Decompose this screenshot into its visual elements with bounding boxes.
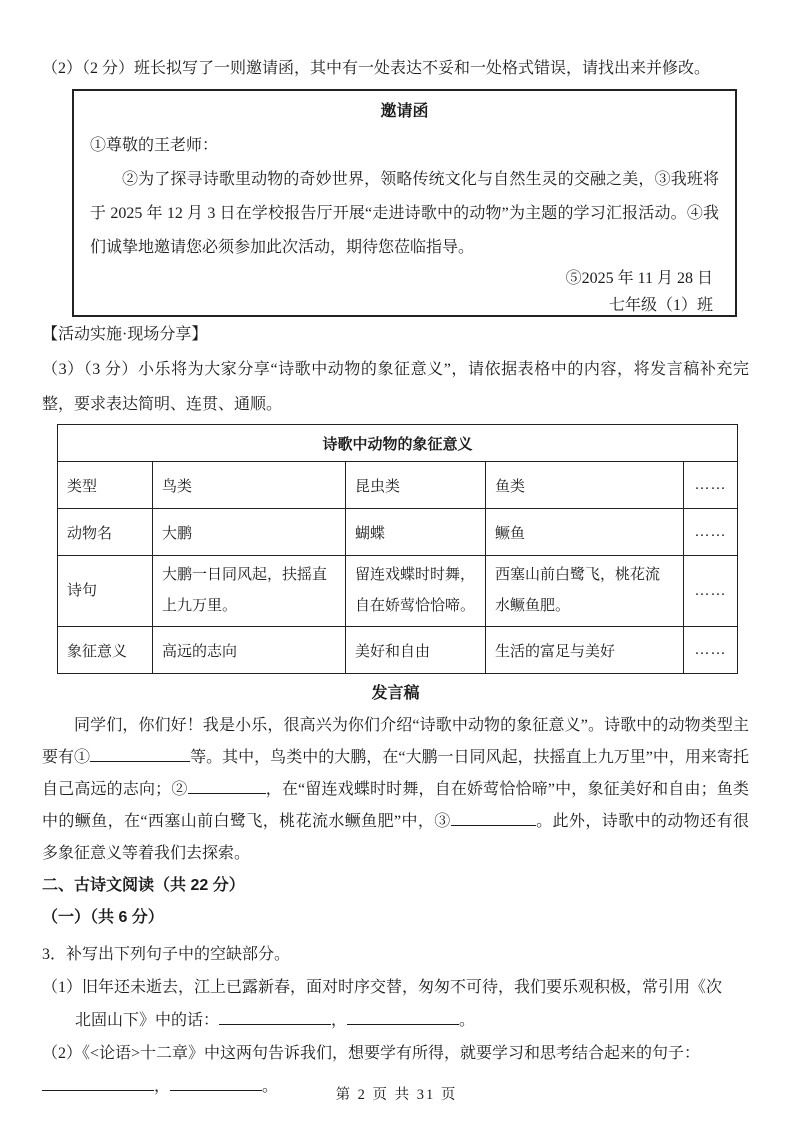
fill-q1-prefix: 北固山下》中的话： — [75, 1012, 220, 1029]
page-number-footer: 第 2 页 共 31 页 — [335, 1087, 458, 1103]
question-2-prompt: （2）（2 分）班长拟写了一则邀请函，其中有一处表达不妥和一处格式错误，请找出来并修改。 — [42, 60, 711, 77]
answer-blank-3 — [451, 811, 536, 826]
end-punctuation: 。 — [262, 1078, 279, 1095]
fill-q1-line2 — [42, 1004, 749, 1037]
table-cell-ellipsis: …… — [684, 556, 738, 627]
table-cell-ellipsis: …… — [684, 627, 738, 674]
answer-blank-1 — [90, 747, 190, 762]
section-2-subheading: （一）（共 6 分） — [42, 909, 164, 926]
invitation-letter-box — [72, 89, 737, 317]
table-cell: 西塞山前白鹭飞，桃花流水鳜鱼肥。 — [486, 556, 684, 627]
table-row — [58, 627, 738, 674]
question-3-prompt: （3）（3 分）小乐将为大家分享“诗歌中动物的象征意义”，请依据表格中的内容，将发言稿补充完整，要求表达简明、连贯、通顺。 — [42, 361, 749, 413]
table-cell-ellipsis: …… — [684, 462, 738, 509]
table-cell: 昆虫类 — [346, 462, 486, 509]
table-cell: 鳜鱼 — [486, 509, 684, 556]
answer-blank-4 — [219, 1010, 331, 1025]
table-cell: 留连戏蝶时时舞，自在娇莺恰恰啼。 — [346, 556, 486, 627]
row-label: 动物名 — [58, 509, 153, 556]
end-punctuation: 。 — [459, 1012, 476, 1029]
table-cell: 美好和自由 — [346, 627, 486, 674]
row-label: 诗句 — [58, 556, 153, 627]
invitation-title: 邀请函 — [380, 103, 429, 120]
table-cell: 高远的志向 — [153, 627, 346, 674]
speech-text-segment: 。此外，诗歌中的动物还有很多象征意义等着我们去探索。 — [42, 813, 749, 862]
speech-draft-paragraph — [42, 710, 749, 870]
table-row — [58, 556, 738, 627]
speech-text-segment: 同学们，你们好！我是小乐，很高兴为你们介绍“诗歌中动物的象征意义”。诗歌中的动物类型主要有① — [42, 717, 749, 766]
table-cell: 大鹏 — [153, 509, 346, 556]
table-cell: 大鹏一日同风起，扶摇直上九万里。 — [153, 556, 346, 627]
answer-blank-2 — [188, 779, 266, 794]
fill-q1-line1: （1）旧年还未逝去，江上已露新春，面对时序交替，匆匆不可待，我们要乐观积极，常引用《次 — [42, 979, 723, 996]
fill-q2-line1: （2）《<论语>十二章》中这两句告诉我们，想要学有所得，就要学习和思考结合起来的句子： — [42, 1045, 701, 1062]
table-cell: 生活的富足与美好 — [486, 627, 684, 674]
speech-text-segment: 等。其中，鸟类中的大鹏，在“大鹏一日同风起，扶摇直上九万里”中，用来寄托自己高远的志向；② — [42, 749, 749, 798]
invitation-body: ②为了探寻诗歌里动物的奇妙世界，领略传统文化与自然生灵的交融之美，③我班将于 2025 年 12 月 3 日在学校报告厅开展“走进诗歌中的动物”为主题的学习汇报活动。④我们诚挚地邀请您必须参加此次活动，期待您莅临指导。 — [90, 171, 719, 256]
table-cell: 鱼类 — [486, 462, 684, 509]
separator: ， — [154, 1078, 171, 1095]
table-row — [58, 509, 738, 556]
table-cell-ellipsis: …… — [684, 509, 738, 556]
invitation-signature: 七年级（1）班 — [608, 297, 713, 314]
table-title-row — [58, 425, 738, 462]
page-content — [42, 51, 749, 1103]
invitation-salutation: ①尊敬的王老师： — [90, 137, 219, 154]
row-label: 类型 — [58, 462, 153, 509]
invitation-date: ⑤2025 年 11 月 28 日 — [565, 270, 713, 287]
fill-in-prompt: 3．补写出下列句子中的空缺部分。 — [42, 946, 291, 963]
answer-blank-5 — [347, 1010, 459, 1025]
table-cell: 鸟类 — [153, 462, 346, 509]
table-title: 诗歌中动物的象征意义 — [58, 425, 738, 462]
activity-section-tag: 【活动实施·现场分享】 — [42, 326, 208, 343]
symbolism-table — [57, 424, 738, 674]
speech-draft-title: 发言稿 — [371, 685, 420, 702]
separator: ， — [331, 1012, 348, 1029]
speech-text-segment: ，在“留连戏蝶时时舞，自在娇莺恰恰啼”中，象征美好和自由；鱼类中的鳜鱼，在“西塞山前白鹭飞，桃花流水鳜鱼肥”中，③ — [42, 781, 749, 830]
table-row — [58, 462, 738, 509]
table-cell: 蝴蝶 — [346, 509, 486, 556]
section-2-heading: 二、古诗文阅读（共 22 分） — [42, 877, 245, 894]
row-label: 象征意义 — [58, 627, 153, 674]
